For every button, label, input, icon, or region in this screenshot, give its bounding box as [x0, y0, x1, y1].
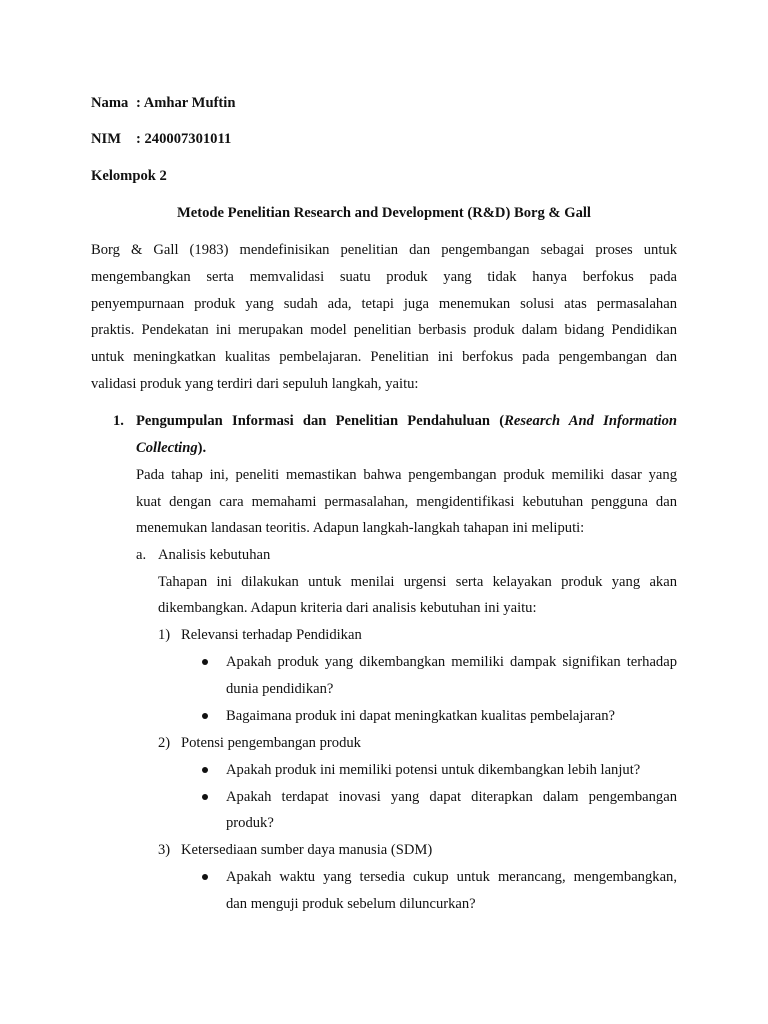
document-title: Metode Penelitian Research and Development (R&D) Borg & Gall: [177, 205, 591, 221]
sub-a-title: Analisis kebutuhan: [158, 547, 271, 563]
criterion-1-bullet-1-line-1: Apakah produk yang dikembangkan memiliki dampak signifikan terhadap: [226, 654, 677, 670]
step-1-heading-bold: Pengumpulan Informasi dan Penelitian Pendahuluan (: [136, 413, 505, 429]
criterion-3-title: Ketersediaan sumber daya manusia (SDM): [181, 842, 433, 858]
criterion-1-title: Relevansi terhadap Pendidikan: [181, 627, 362, 643]
step-1-desc-line-1: Pada tahap ini, peneliti memastikan bahwa pengembangan produk memiliki dasar yang: [136, 467, 677, 483]
step-1-heading-line-2: [136, 439, 206, 457]
criterion-2-number: 2): [158, 735, 171, 751]
criterion-1-number: 1): [158, 627, 171, 643]
sub-a-letter: a.: [136, 547, 147, 563]
step-1-desc-line-3: menemukan landasan teoritis. Adapun langkah-langkah tahapan ini meliputi:: [136, 520, 585, 536]
sub-a-desc-line-2: dikembangkan. Adapun kriteria dari analisis kebutuhan ini yaitu:: [158, 600, 537, 616]
intro-line-6: validasi produk yang terdiri dari sepuluh langkah, yaitu:: [91, 376, 419, 392]
nim-value: : 240007301011: [136, 131, 232, 147]
step-1-heading-end: ).: [197, 440, 207, 456]
intro-line-2: mengembangkan serta memvalidasi suatu produk yang tidak hanya berfokus pada: [91, 269, 677, 285]
name-value: : Amhar Muftin: [136, 95, 236, 111]
criterion-3-bullet-1-line-2: dan menguji produk sebelum diluncurkan?: [226, 896, 476, 912]
criterion-2-title: Potensi pengembangan produk: [181, 735, 361, 751]
criterion-2-bullet-2-line-1: Apakah terdapat inovasi yang dapat diterapkan dalam pengembangan: [226, 789, 677, 805]
bullet-icon: [202, 713, 208, 719]
intro-line-1: Borg & Gall (1983) mendefinisikan penelitian dan pengembangan sebagai proses untuk: [91, 242, 677, 258]
step-1-desc-line-2: kuat dengan cara memahami permasalahan, mengidentifikasi kebutuhan pengguna dan: [136, 494, 677, 510]
name-label: Nama: [91, 95, 129, 111]
nim-label: NIM: [91, 131, 121, 147]
intro-line-5: untuk meningkatkan kualitas pembelajaran. Penelitian ini berfokus pada pengembangan dan: [91, 349, 677, 365]
bullet-icon: [202, 874, 208, 880]
bullet-icon: [202, 659, 208, 665]
step-1-heading-italic-2: Collecting: [136, 440, 198, 456]
step-1-heading-italic: Research And Information: [504, 413, 677, 429]
intro-line-4: praktis. Pendekatan ini merupakan model penelitian berbasis produk dalam bidang Pendidikan: [91, 322, 677, 338]
criterion-1-bullet-1-line-2: dunia pendidikan?: [226, 681, 334, 697]
criterion-3-bullet-1-line-1: Apakah waktu yang tersedia cukup untuk merancang, mengembangkan,: [226, 869, 677, 885]
criterion-2-bullet-2-line-2: produk?: [226, 815, 274, 831]
bullet-icon: [202, 767, 208, 773]
group-label: Kelompok 2: [91, 168, 167, 184]
criterion-3-number: 3): [158, 842, 171, 858]
criterion-1-bullet-2: Bagaimana produk ini dapat meningkatkan kualitas pembelajaran?: [226, 708, 616, 724]
criterion-2-bullet-1: Apakah produk ini memiliki potensi untuk dikembangkan lebih lanjut?: [226, 762, 641, 778]
bullet-icon: [202, 794, 208, 800]
step-1-heading-line-1: [136, 412, 677, 430]
step-1-number: 1.: [113, 413, 124, 429]
intro-line-3: penyempurnaan produk yang sudah ada, tetapi juga menemukan solusi atas permasalahan: [91, 296, 677, 312]
sub-a-desc-line-1: Tahapan ini dilakukan untuk menilai urgensi serta kelayakan produk yang akan: [158, 574, 677, 590]
